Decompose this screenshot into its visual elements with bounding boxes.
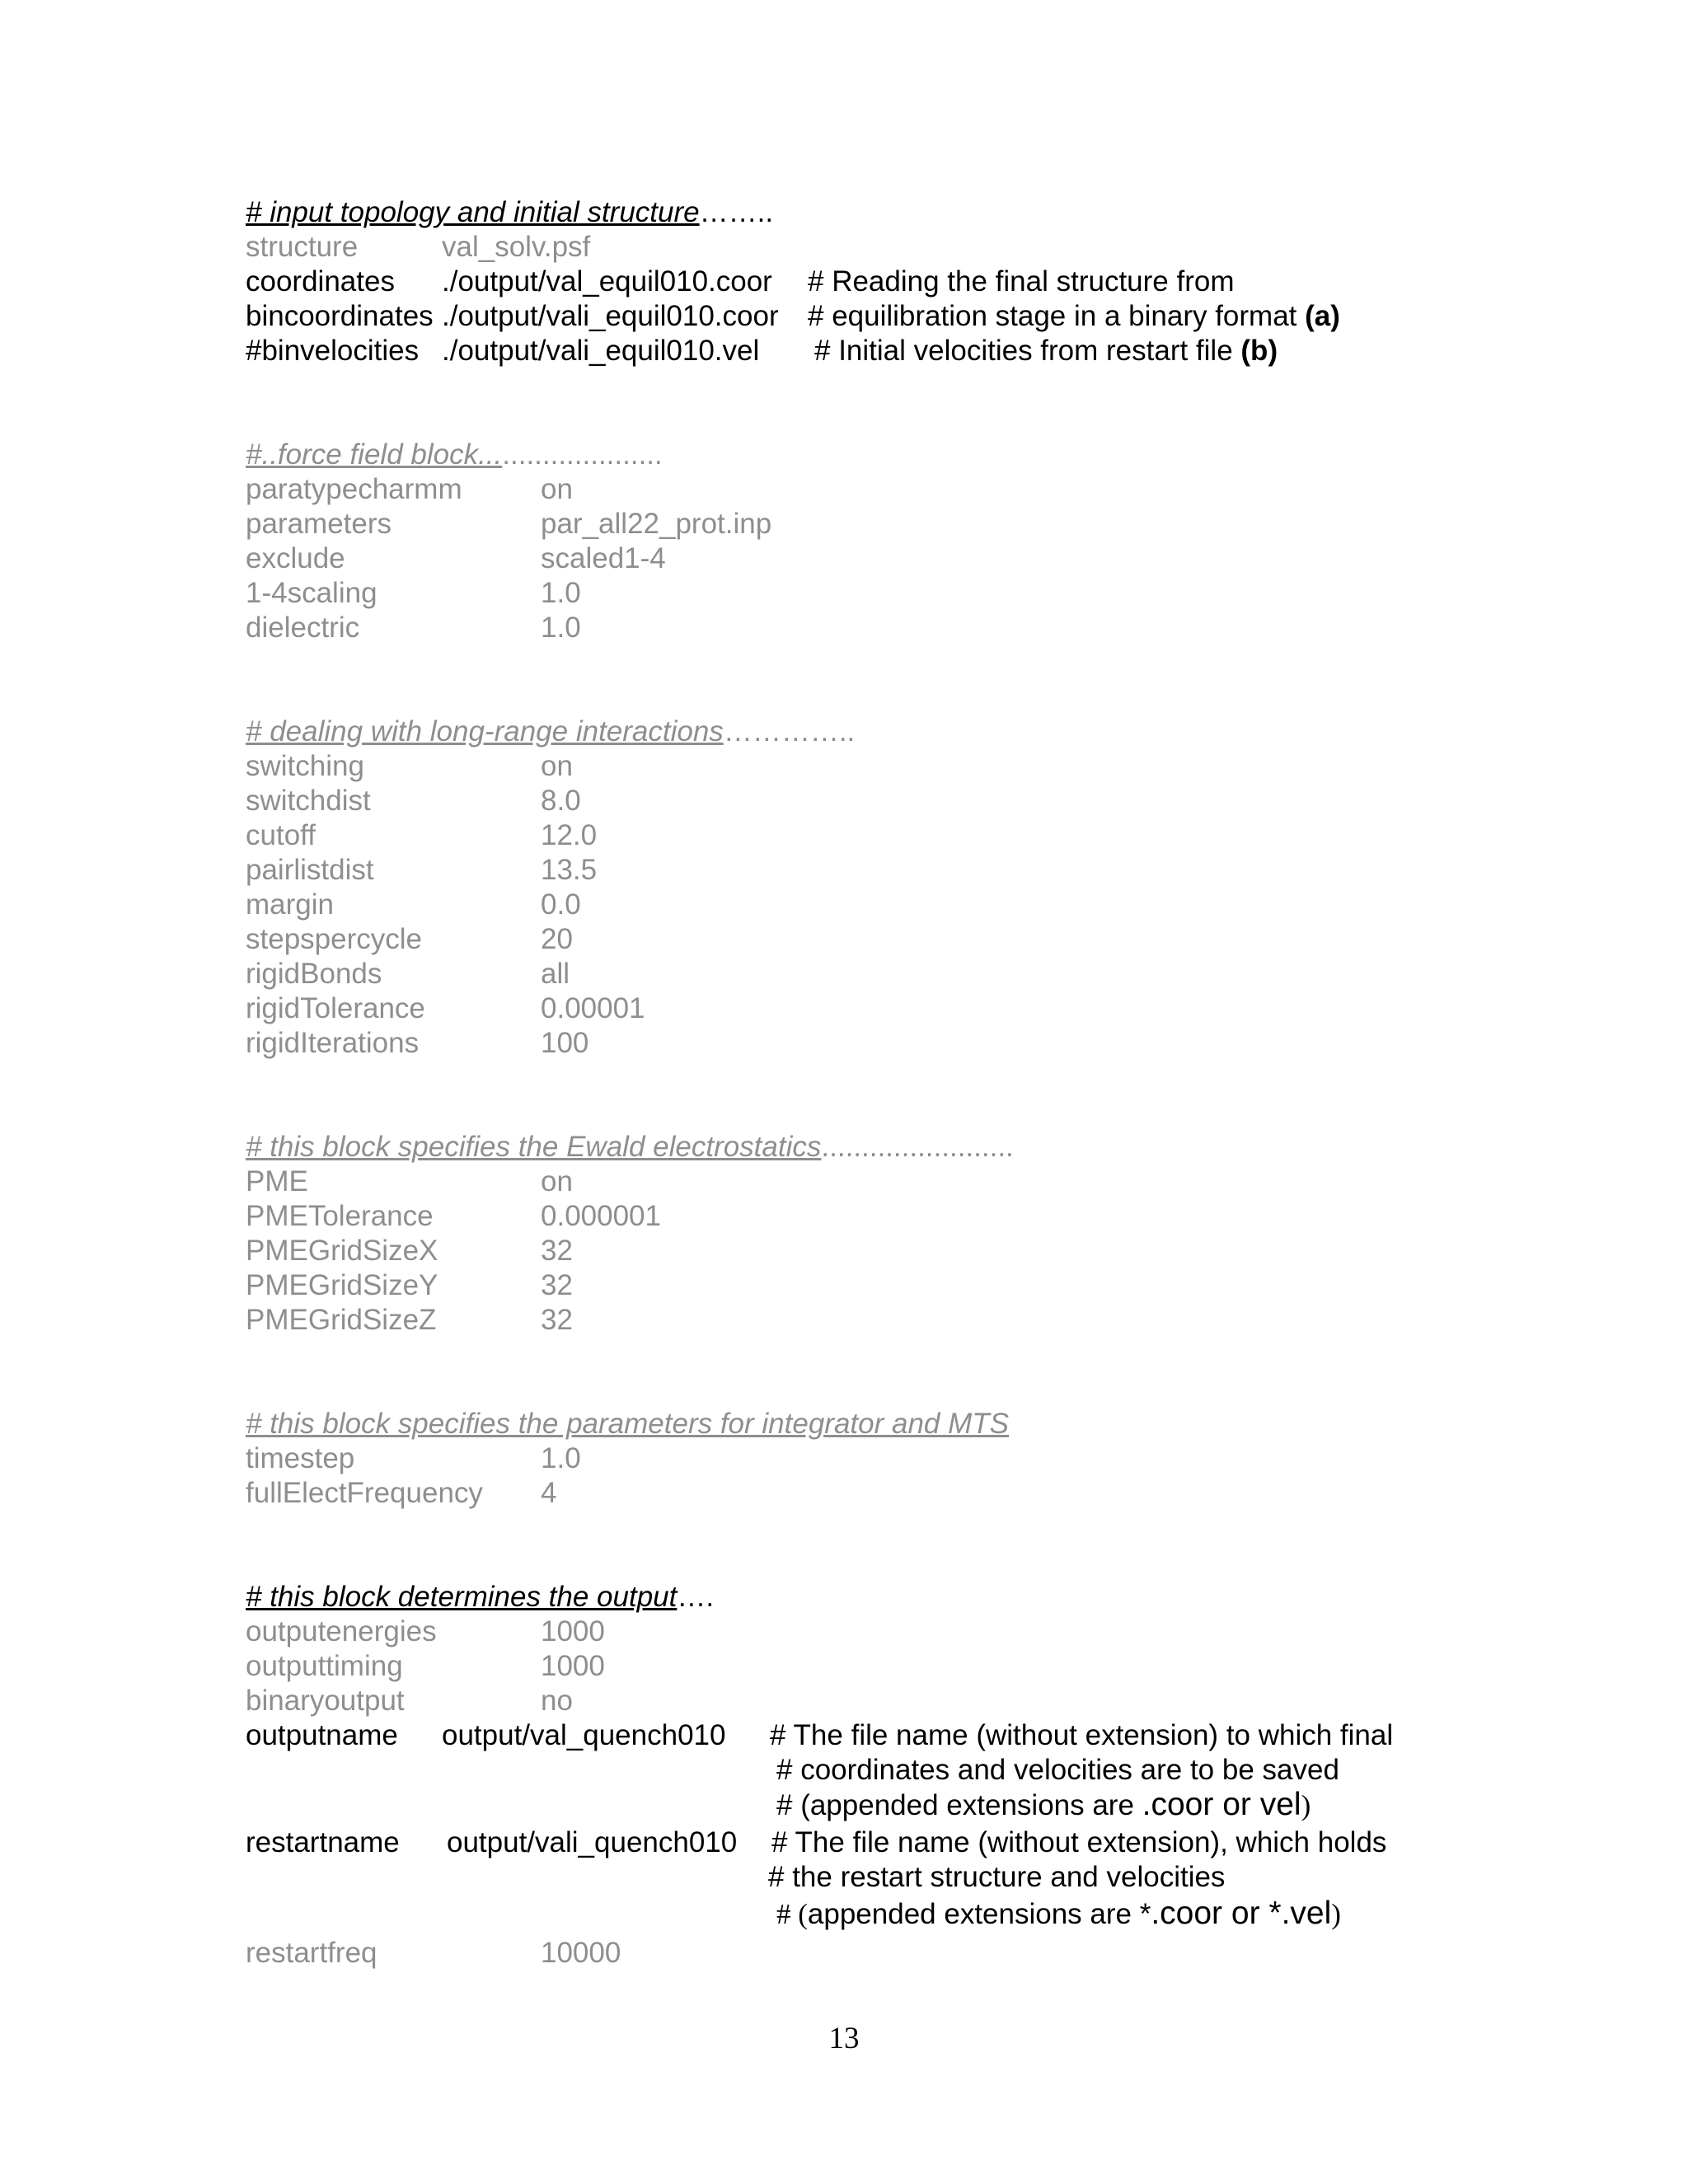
param-row [246, 785, 581, 818]
param-row [246, 958, 570, 991]
section-heading-forcefield: #..force field block....................... [246, 438, 663, 471]
param-value: on [541, 750, 573, 782]
section-heading-integrator: # this block specifies the parameters for integrator and MTS [246, 1408, 1009, 1440]
coordinates-row: coordinates ./output/val_equil010.coor # Reading the final structure from [246, 265, 1235, 298]
outputname-comment-2: # coordinates and velocities are to be saved [776, 1754, 1339, 1786]
param-key: cutoff [246, 819, 316, 851]
param-value: 20 [541, 923, 573, 955]
param-row [246, 1650, 605, 1683]
param-row [246, 1027, 589, 1060]
param-value: scaled1-4 [541, 542, 666, 574]
param-key: fullElectFrequency [246, 1477, 483, 1509]
param-value: no [541, 1685, 573, 1717]
param-value: 1.0 [541, 612, 581, 644]
section-heading-output: # this block determines the output…. [246, 1581, 715, 1613]
param-row [246, 542, 666, 575]
param-key: dielectric [246, 612, 360, 644]
param-key: rigidBonds [246, 958, 382, 990]
param-key: timestep [246, 1442, 355, 1474]
restartname-comment-3: # (appended extensions are *.coor or *.vel) [776, 1896, 1341, 1931]
param-row [246, 1685, 573, 1718]
param-key: pairlistdist [246, 854, 374, 886]
param-key: switching [246, 750, 364, 782]
param-value: 32 [541, 1304, 573, 1336]
outputname-row: outputname output/val_quench010 # The file name (without extension) to which final [246, 1719, 1394, 1751]
param-row [246, 1304, 573, 1337]
param-row [246, 1200, 661, 1233]
param-key: binaryoutput [246, 1685, 405, 1717]
binvelocities-row: #binvelocities ./output/vali_equil010.vel # Initial velocities from restart file (b) [246, 335, 1278, 367]
param-key: 1-4scaling [246, 577, 377, 609]
param-value: 1000 [541, 1615, 605, 1647]
param-value: 12.0 [541, 819, 598, 851]
param-key: PMEGridSizeY [246, 1269, 438, 1301]
restartname-comment-2: # the restart structure and velocities [768, 1861, 1226, 1893]
param-key: outputenergies [246, 1615, 437, 1647]
param-key: margin [246, 888, 334, 921]
param-key: switchdist [246, 785, 371, 817]
section-heading-ewald: # this block specifies the Ewald electrostatics........................ [246, 1131, 1014, 1163]
param-key: rigidTolerance [246, 992, 425, 1024]
page-number: 13 [828, 2022, 860, 2055]
restartfreq-row: restartfreq 10000 [246, 1937, 621, 1969]
param-value: 13.5 [541, 854, 598, 886]
param-value: on [541, 1165, 573, 1197]
param-value: 1.0 [541, 1442, 581, 1474]
param-row [246, 1269, 573, 1302]
param-row [246, 577, 581, 610]
param-row [246, 1165, 573, 1198]
param-value: 32 [541, 1235, 573, 1267]
param-key: parameters [246, 508, 392, 540]
param-row [246, 1477, 557, 1510]
param-value: 0.0 [541, 888, 581, 921]
param-value: all [541, 958, 570, 990]
param-row [246, 1442, 581, 1475]
param-value: 0.000001 [541, 1200, 661, 1232]
param-key: PME [246, 1165, 308, 1197]
param-value: 100 [541, 1027, 589, 1059]
param-row [246, 923, 573, 956]
section-heading-longrange: # dealing with long-range interactions………….. [246, 715, 856, 748]
param-value: on [541, 473, 573, 505]
param-key: stepspercycle [246, 923, 422, 955]
param-row [246, 1235, 573, 1268]
param-key: PMEGridSizeZ [246, 1304, 437, 1336]
param-row [246, 1615, 605, 1648]
param-key: rigidIterations [246, 1027, 420, 1059]
param-row [246, 473, 573, 506]
structure-row: structure val_solv.psf [246, 231, 591, 263]
param-row [246, 819, 598, 852]
restartname-row: restartname output/vali_quench010 # The file name (without extension), which holds [246, 1826, 1387, 1858]
param-value: 4 [541, 1477, 557, 1509]
param-row [246, 612, 581, 644]
param-row [246, 992, 645, 1025]
section-heading-input: # input topology and initial structure…….. [246, 196, 774, 228]
param-row [246, 508, 772, 541]
param-value: 1000 [541, 1650, 605, 1682]
param-row [246, 750, 573, 783]
param-key: PMETolerance [246, 1200, 434, 1232]
param-value: 8.0 [541, 785, 581, 817]
param-value: par_all22_prot.inp [541, 508, 772, 540]
outputname-comment-3: # (appended extensions are .coor or vel) [776, 1787, 1311, 1822]
bincoordinates-row: bincoordinates ./output/vali_equil010.coor # equilibration stage in a binary format (a) [246, 300, 1340, 332]
param-key: exclude [246, 542, 345, 574]
param-value: 32 [541, 1269, 573, 1301]
param-key: PMEGridSizeX [246, 1235, 438, 1267]
param-row [246, 854, 598, 887]
param-value: 1.0 [541, 577, 581, 609]
param-key: outputtiming [246, 1650, 403, 1682]
param-value: 0.00001 [541, 992, 645, 1024]
param-key: paratypecharmm [246, 473, 462, 505]
param-row [246, 888, 581, 921]
